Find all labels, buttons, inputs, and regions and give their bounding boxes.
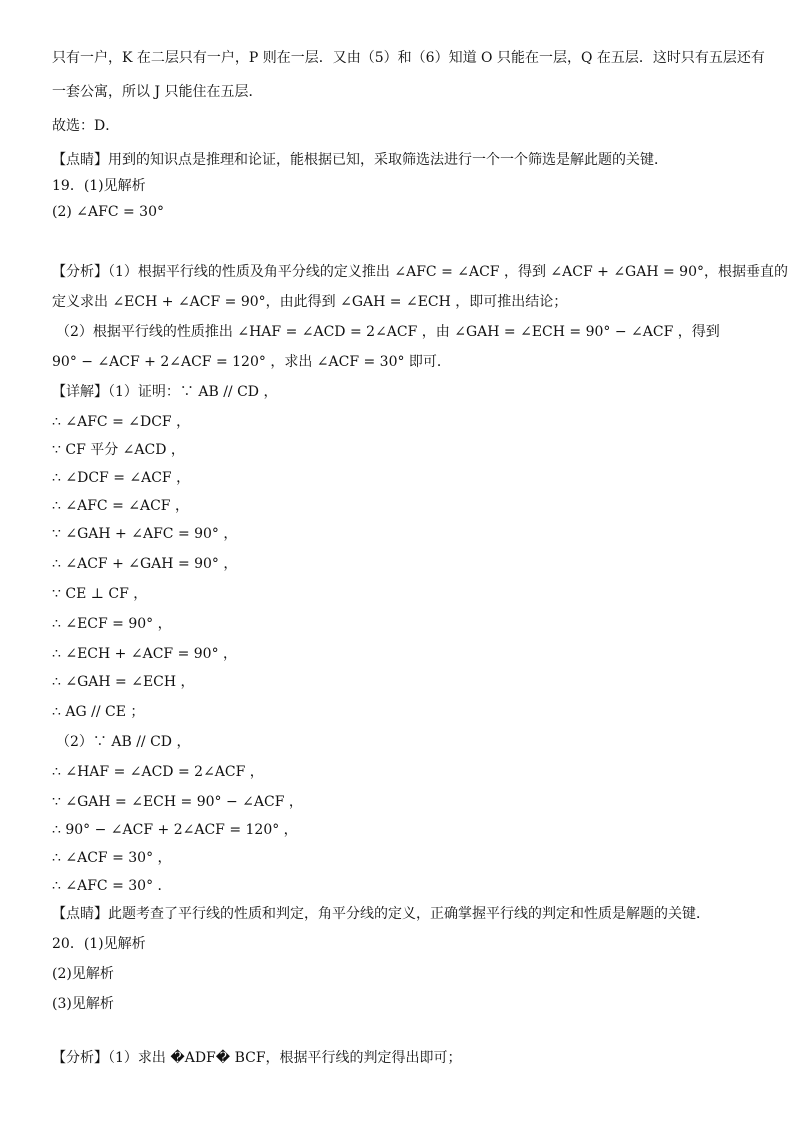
detail-19-line-15: ∵ ∠GAH = ∠ECH = 90° − ∠ACF ， — [52, 794, 303, 810]
detail-19-line-16: ∴ 90° − ∠ACF + 2∠ACF = 120° ， — [52, 822, 298, 838]
detail-19-line-12: ∴ AG // CE ； — [52, 704, 145, 720]
analysis-19-line-3: （2）根据平行线的性质推出 ∠HAF = ∠ACD = 2∠ACF ，由 ∠GAH = ∠ECH = 90° − ∠ACF ，得到 — [56, 324, 720, 340]
detail-19-line-2: ∴ ∠AFC = ∠DCF ， — [52, 414, 191, 430]
detail-19-line-4: ∴ ∠DCF = ∠ACF ， — [52, 470, 191, 486]
detail-19-line-8: ∵ CE ⊥ CF ， — [52, 586, 148, 602]
question-19-heading: 19．(1)见解析 — [52, 178, 146, 194]
detail-19-line-3: ∵ CF 平分 ∠ACD ， — [52, 442, 185, 458]
detail-19-line-11: ∴ ∠GAH = ∠ECH ， — [52, 674, 195, 690]
detail-19-line-18: ∴ ∠AFC = 30° ． — [52, 878, 172, 894]
text-line-1: 只有一户，K 在二层只有一户，P 则在一层．又由（5）和（6）知道 O 只能在一层，Q 在五层．这时只有五层还有 — [52, 50, 765, 66]
detail-19-line-13: （2）∵ AB // CD ， — [56, 734, 191, 750]
detail-19-line-7: ∴ ∠ACF + ∠GAH = 90° ， — [52, 556, 238, 572]
analysis-20-line-1: 【分析】（1）求出 �ADF� BCF，根据平行线的判定得出即可； — [52, 1050, 462, 1066]
detail-19-line-10: ∴ ∠ECH + ∠ACF = 90° ， — [52, 646, 238, 662]
detail-19-line-6: ∵ ∠GAH + ∠AFC = 90° ， — [52, 526, 238, 542]
text-line-2: 一套公寓，所以 J 只能住在五层． — [52, 84, 263, 100]
detail-19-line-5: ∴ ∠AFC = ∠ACF ， — [52, 498, 189, 514]
analysis-19-line-4: 90° − ∠ACF + 2∠ACF = 120° ，求出 ∠ACF = 30° 即可． — [52, 354, 451, 370]
question-20-answer-3: (3)见解析 — [52, 996, 114, 1012]
detail-19-line-17: ∴ ∠ACF = 30° ， — [52, 850, 172, 866]
text-line-3: 故选：D． — [52, 118, 120, 134]
detail-19-line-1: 【详解】（1）证明：∵ AB // CD ， — [52, 384, 278, 400]
detail-19-line-9: ∴ ∠ECF = 90° ， — [52, 616, 172, 632]
question-19-answer-2: (2) ∠AFC = 30° — [52, 204, 164, 220]
question-20-answer-2: (2)见解析 — [52, 966, 114, 982]
detail-19-line-14: ∴ ∠HAF = ∠ACD = 2∠ACF ， — [52, 764, 264, 780]
analysis-19-line-2: 定义求出 ∠ECH + ∠ACF = 90°，由此得到 ∠GAH = ∠ECH ，即可推出结论； — [52, 294, 568, 310]
tip-line-1: 【点睛】用到的知识点是推理和论证，能根据已知，采取筛选法进行一个一个筛选是解此题的关键． — [52, 152, 668, 168]
question-20-heading: 20．(1)见解析 — [52, 936, 146, 952]
analysis-19-line-1: 【分析】（1）根据平行线的性质及角平分线的定义推出 ∠AFC = ∠ACF ，得到 ∠ACF + ∠GAH = 90°，根据垂直的 — [52, 264, 788, 280]
tip-line-2: 【点睛】此题考查了平行线的性质和判定，角平分线的定义，正确掌握平行线的判定和性质是解题的关键． — [52, 906, 710, 922]
